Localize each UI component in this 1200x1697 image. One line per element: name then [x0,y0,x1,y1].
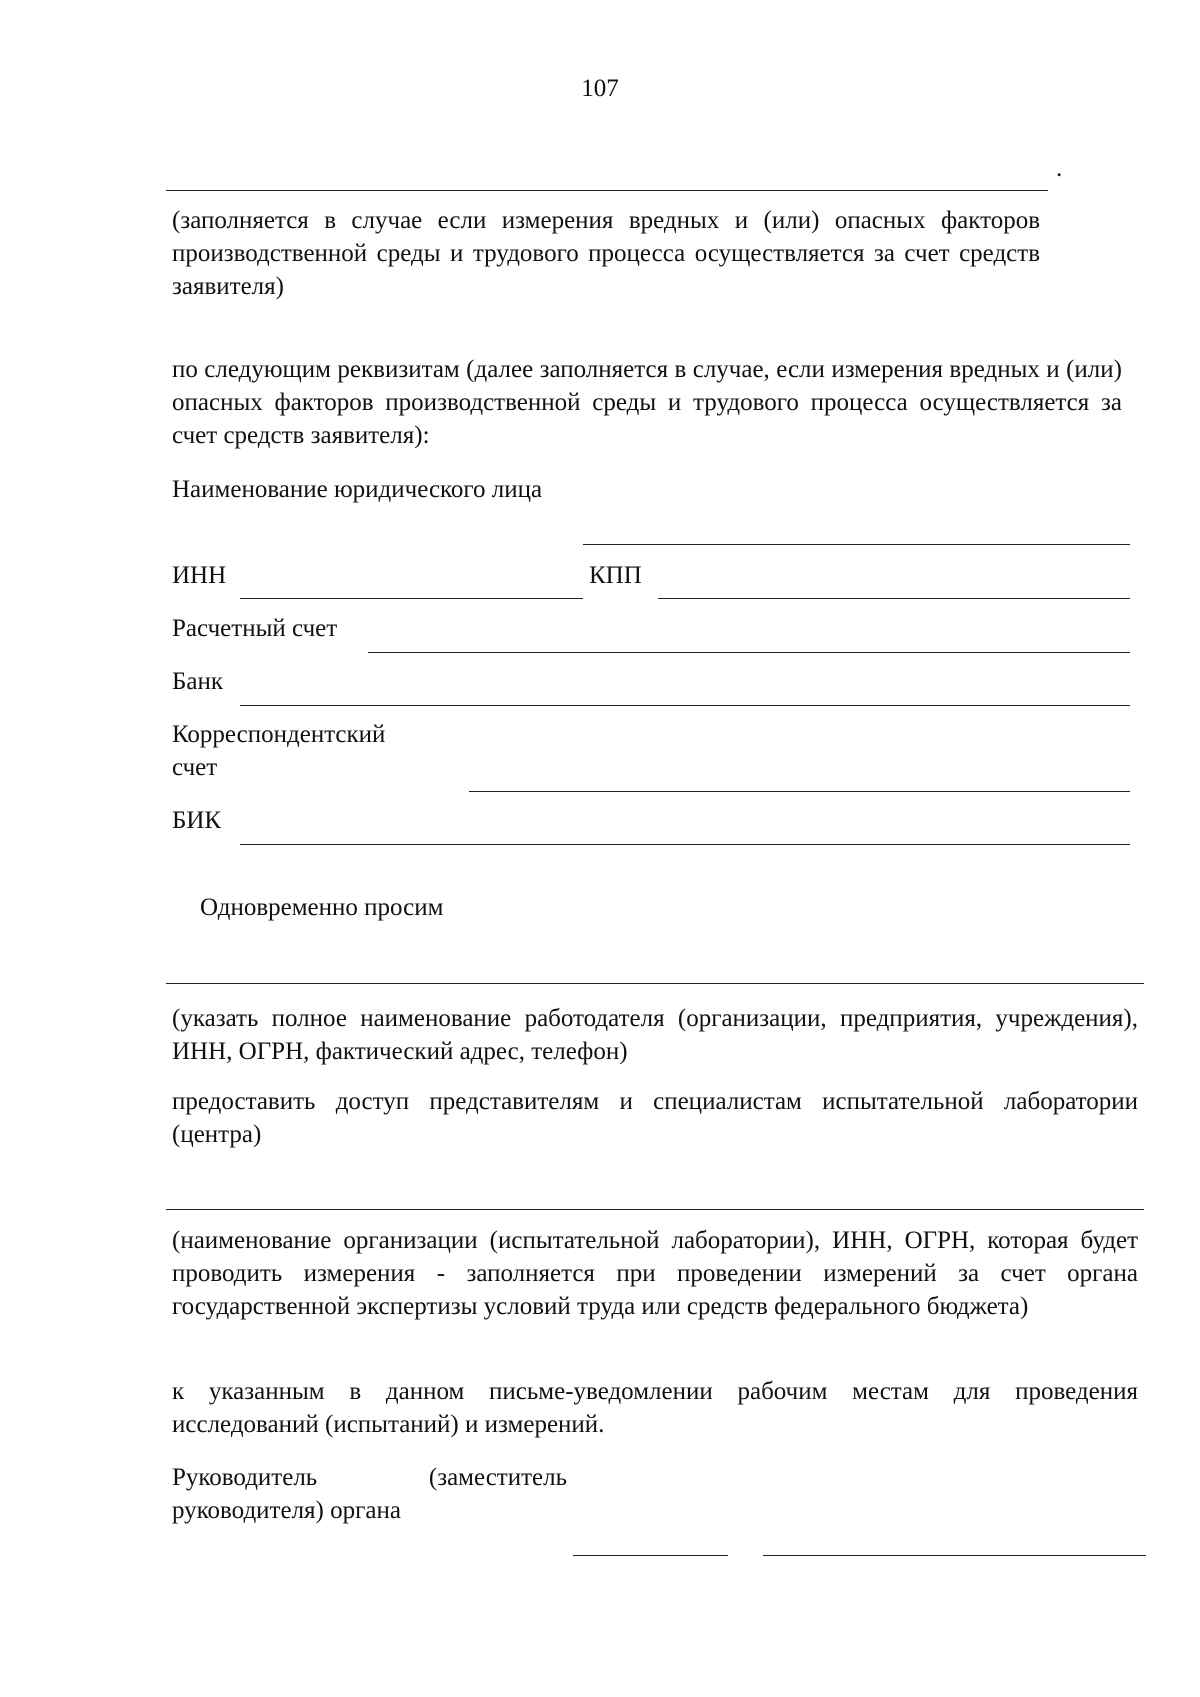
employer-note: (указать полное наименование работодателя (организации, предприятия, учреждения), ИНН, ОГРН, фактический адрес, телефон) [172,1005,1138,1065]
head-signature-label: Руководитель (заместитель руководителя) органа [172,1464,567,1524]
legal-entity-label: Наименование юридического лица [172,476,543,503]
bank-label: Банк [172,668,223,695]
page-number: 107 [581,75,619,102]
requisites-intro: по следующим реквизитам (далее заполняется в случае, если измерения вредных и (или) опасных факторов производственной среды и трудового процесса осуществляется за счет средств заявителя): [172,356,1122,449]
account-label: Расчетный счет [172,615,338,642]
kpp-label: КПП [589,562,642,589]
bik-field[interactable] [240,844,1130,845]
payer-note: (заполняется в случае если измерения вредных и (или) опасных факторов производственной среды и трудового процесса осуществляется за счет средств заявителя) [172,207,1040,300]
inn-label: ИНН [172,562,227,589]
legal-entity-field[interactable] [583,544,1130,545]
payer-blank-line[interactable] [166,190,1048,191]
lab-blank-line[interactable] [166,1209,1144,1210]
employer-blank-line[interactable] [166,983,1144,984]
signature-field[interactable] [573,1555,728,1556]
lab-note: (наименование организации (испытательной лаборатории), ИНН, ОГРН, которая будет проводить измерения - заполняется при проведении измерений за счет органа государственной экспертизы условий труда или средств федерального бюджета) [172,1227,1138,1320]
simultaneously-text: Одновременно просим [200,894,444,921]
bank-field[interactable] [240,705,1130,706]
corr-account-field[interactable] [469,791,1130,792]
kpp-field[interactable] [658,598,1130,599]
bik-label: БИК [172,807,222,834]
name-field[interactable] [763,1555,1146,1556]
workplaces-text: к указанным в данном письме-уведомлении рабочим местам для проведения исследований (испытаний) и измерений. [172,1378,1138,1438]
corr-account-label: Корреспондентский счет [172,721,386,781]
trailing-dot: . [1056,155,1063,182]
account-field[interactable] [368,652,1130,653]
provide-access-text: предоставить доступ представителям и специалистам испытательной лаборатории (центра) [172,1088,1138,1148]
inn-field[interactable] [240,598,583,599]
